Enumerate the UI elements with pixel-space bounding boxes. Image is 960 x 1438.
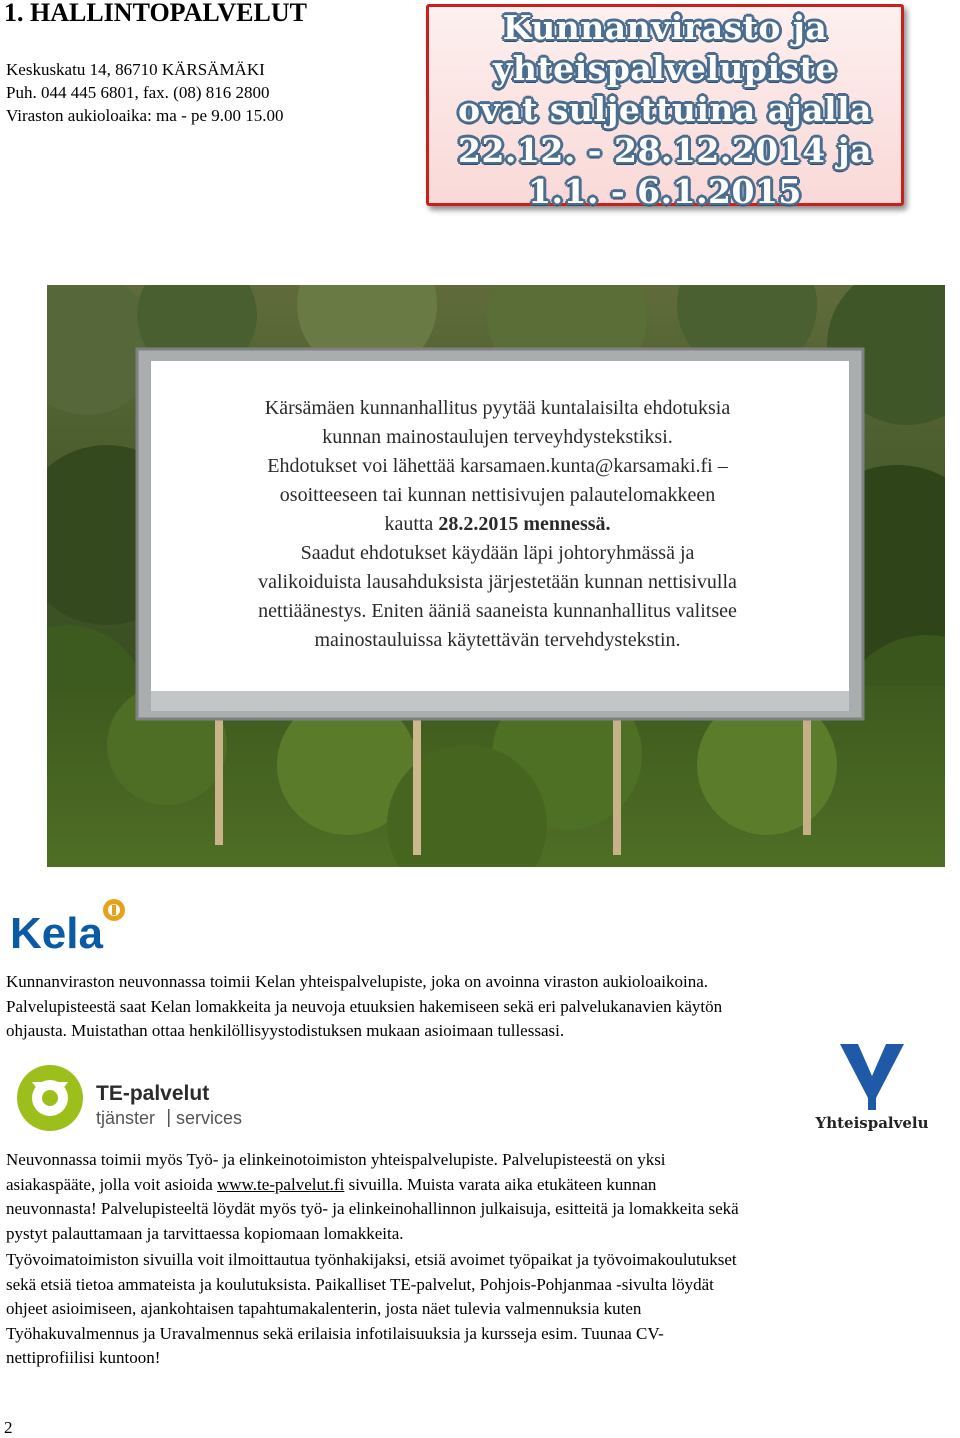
paragraph-line: Kunnanviraston neuvonnassa toimii Kelan yhteispalvelupiste, joka on avoinna viraston aukioloaikoina. [6,972,709,991]
paragraph-line: Työvoimatoimiston sivuilla voit ilmoittautua työnhakijaksi, etsiä avoimet työpaikat ja työvoimakoulutukset [6,1250,737,1269]
billboard-line: Ehdotukset voi lähettää karsamaen.kunta@karsamaki.fi – [267,455,728,477]
paragraph-line: nettiprofiilisi kuntoon! [6,1348,161,1367]
closure-notice [426,4,904,211]
paragraph-text-segment: sivuilla. Muista varata aika etukäteen kunnan [344,1174,657,1194]
te-logo-sub-left: tjänster [96,1108,156,1128]
billboard-line [160,510,835,539]
billboard-line: valikoiduista lausahduksista järjestetään kunnan nettisivulla [258,571,737,593]
billboard-message [160,394,835,655]
notice-line: ovat suljettuina ajalla [458,90,872,129]
address-line: Keskuskatu 14, 86710 KÄRSÄMÄKI [6,60,265,79]
kela-logo-text: Kela [10,909,103,952]
yhteispalvelu-label: Yhteispalvelu [815,1114,929,1132]
paragraph-line: Työhakuvalmennus ja Uravalmennus sekä erilaisia infotilaisuuksia ja kursseja esim. Tuunaa CV- [6,1323,664,1343]
te-palvelut-link[interactable]: www.te-palvelut.fi [217,1174,345,1194]
page-number: 2 [4,1418,13,1437]
kela-paragraph [6,970,954,1044]
te-logo-title: TE-palvelut [96,1082,210,1105]
paragraph-line: pystyt palauttamaan ja tarvittaessa kopiomaan lomakkeita. [6,1223,404,1243]
notice-line: 1.1. - 6.1.2015 [528,172,802,211]
te-paragraph-2 [6,1248,954,1371]
notice-line: yhteispalvelupiste [493,49,837,88]
te-palvelut-logo [10,1062,270,1137]
te-paragraph-1 [6,1148,954,1246]
paragraph-line: ohjeet asioimiseen, ajankohtaisen tapahtumakalenterin, josta näet tulevia valmennuksia kuten [6,1299,642,1318]
billboard-line: Kärsämäen kunnanhallitus pyytää kuntalaisilta ehdotuksia [264,397,731,419]
billboard-line: osoitteeseen tai kunnan nettisivujen palautelomakkeen [279,484,716,506]
te-logo-sub-right: services [176,1108,243,1128]
kela-logo [10,896,130,952]
billboard-line: mainostauluissa käytettävän tervehdystekstin. [314,629,681,651]
paragraph-line: Palvelupisteestä saat Kelan lomakkeita ja neuvoja etuuksien hakemiseen sekä eri palvelukanavien käytön [6,996,723,1016]
page-heading: 1. HALLINTOPALVELUT [4,0,307,27]
paragraph-line: neuvonnasta! Palvelupisteeltä löydät myös työ- ja elinkeinohallinnon julkaisuja, esitteitä ja lomakkeita sekä [6,1199,739,1218]
billboard-line: kunnan mainostaulujen terveyhdystekstiksi. [322,426,673,448]
yhteispalvelu-logo [810,1042,935,1134]
billboard-line: nettiäänestys. Eniten ääniä saaneista kunnanhallitus valitsee [258,600,737,622]
paragraph-line: Neuvonnassa toimii myös Työ- ja elinkeinotoimiston yhteispalvelupiste. Palvelupisteestä on yksi [6,1150,666,1169]
phone-line: Puh. 044 445 6801, fax. (08) 816 2800 [6,83,270,102]
opening-hours-line: Viraston aukioloaika: ma - pe 9.00 15.00 [6,106,284,125]
notice-line: Kunnanvirasto ja [502,8,828,47]
notice-line: 22.12. - 28.12.2014 ja [458,131,872,170]
billboard-line: Saadut ehdotukset käydään läpi johtoryhmässä ja [300,542,695,564]
contact-info [6,58,284,127]
paragraph-line: sekä etsiä tietoa ammateista ja koulutuksista. Paikalliset TE-palvelut, Pohjois-Pohjanmaa -sivulta löydät [6,1274,714,1294]
paragraph-text-segment: asiakaspääte, jolla voit asioida [6,1174,218,1194]
paragraph-line [6,1173,954,1198]
paragraph-line: ohjausta. Muistathan ottaa henkilöllisyystodistuksen mukaan asioimaan tullessasi. [6,1021,565,1040]
billboard-text-segment: kautta [384,513,439,535]
deadline-date: 28.2.2015 mennessä. [438,513,611,535]
